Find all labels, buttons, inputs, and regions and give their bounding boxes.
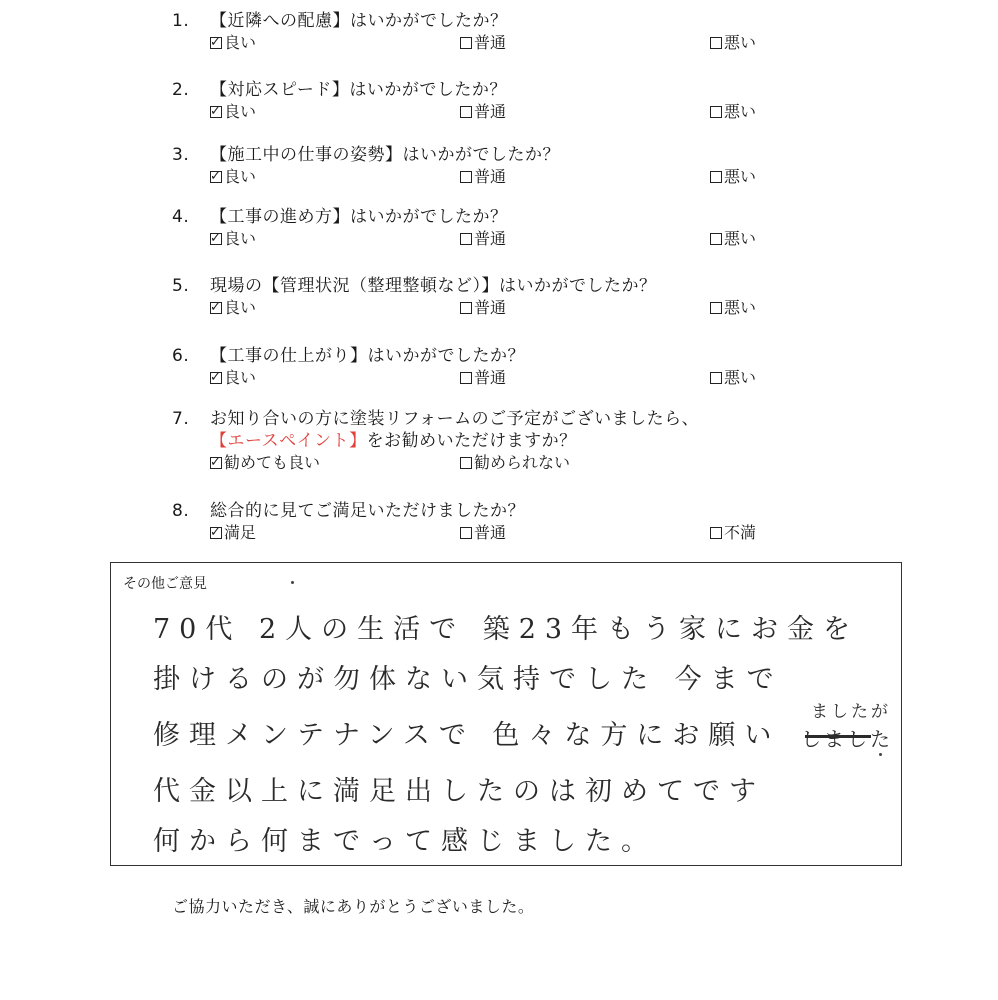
checkbox-icon[interactable] — [460, 106, 472, 118]
handwritten-line-3: 修理メンテナンスで 色々な方にお願い — [153, 720, 781, 751]
handwritten-insertion: ましたが — [811, 702, 891, 722]
question-title: 【対応スピード】はいかがでしたか？ — [210, 80, 507, 100]
option-normal[interactable]: 普通 — [460, 166, 506, 188]
question-8 — [172, 500, 932, 544]
question-7 — [172, 408, 932, 474]
checkbox-icon[interactable] — [460, 302, 472, 314]
option-recommend[interactable]: ✓ 勧めても良い — [210, 453, 321, 472]
question-number: 2. — [172, 80, 190, 100]
option-bad[interactable]: 悪い — [710, 228, 756, 250]
comment-box[interactable] — [110, 562, 902, 866]
option-normal[interactable]: 普通 — [460, 367, 506, 389]
question-5 — [172, 275, 932, 319]
checkbox-icon[interactable] — [460, 527, 472, 539]
question-title: 総合的に見てご満足いただけましたか？ — [210, 501, 525, 521]
ink-dot — [879, 753, 882, 756]
question-title: 【工事の進め方】はいかがでしたか？ — [210, 207, 508, 227]
option-good[interactable]: ✓ 良い — [210, 33, 257, 52]
closing-message: ご協力いただき、誠にありがとうございました。 — [172, 897, 535, 916]
question-2 — [172, 79, 932, 123]
question-number: 4. — [172, 207, 190, 227]
checkbox-checked-icon[interactable]: ✓ — [210, 300, 221, 315]
checkbox-checked-icon[interactable]: ✓ — [210, 231, 221, 246]
option-not-recommend[interactable]: 勧められない — [460, 452, 570, 474]
checkbox-icon[interactable] — [710, 37, 722, 49]
checkbox-icon[interactable] — [710, 372, 722, 384]
question-6 — [172, 345, 932, 389]
struck-text: しました — [801, 727, 893, 751]
checkbox-icon[interactable] — [460, 233, 472, 245]
question-number: 7. — [172, 409, 190, 429]
brand-name: 【エースペイント】 — [210, 431, 367, 451]
question-1 — [172, 10, 932, 54]
option-normal[interactable]: 普通 — [460, 32, 506, 54]
option-bad[interactable]: 悪い — [710, 32, 756, 54]
option-satisfied[interactable]: ✓ 満足 — [210, 523, 257, 542]
checkbox-icon[interactable] — [460, 457, 472, 469]
option-good[interactable]: ✓ 良い — [210, 167, 257, 186]
checkbox-icon[interactable] — [710, 527, 722, 539]
handwritten-line-2: 掛けるのが勿体ない気持でした 今まで — [153, 664, 783, 695]
question-number: 5. — [172, 276, 190, 296]
question-number: 1. — [172, 11, 190, 31]
question-title-line2: をお勧めいただけますか？ — [366, 431, 577, 451]
option-normal[interactable]: 普通 — [460, 228, 506, 250]
option-good[interactable]: ✓ 良い — [210, 368, 257, 387]
question-4 — [172, 206, 932, 250]
checkbox-checked-icon[interactable]: ✓ — [210, 370, 221, 385]
option-bad[interactable]: 悪い — [710, 367, 756, 389]
question-3 — [172, 144, 932, 188]
checkbox-checked-icon[interactable]: ✓ — [210, 35, 221, 50]
option-normal[interactable]: 普通 — [460, 101, 506, 123]
checkbox-icon[interactable] — [460, 37, 472, 49]
strikethrough-line — [805, 735, 871, 738]
question-number: 3. — [172, 145, 190, 165]
option-good[interactable]: ✓ 良い — [210, 298, 257, 317]
question-number: 6. — [172, 346, 190, 366]
question-title: 【近隣への配慮】はいかがでしたか？ — [210, 11, 508, 31]
option-bad[interactable]: 悪い — [710, 166, 756, 188]
handwritten-line-5: 何から何までって感じました。 — [153, 826, 657, 857]
option-bad[interactable]: 悪い — [710, 101, 756, 123]
question-title: 現場の【管理状況（整理整頓など）】はいかがでしたか？ — [210, 276, 657, 296]
option-good[interactable]: ✓ 良い — [210, 229, 257, 248]
handwritten-line-1: 70代 2人の生活で 築23年もう家にお金を — [153, 614, 860, 645]
question-number: 8. — [172, 501, 190, 521]
comment-label: その他ご意見 — [123, 576, 207, 592]
checkbox-checked-icon[interactable]: ✓ — [210, 104, 221, 119]
option-normal[interactable]: 普通 — [460, 522, 506, 544]
question-title: 【施工中の仕事の姿勢】はいかがでしたか？ — [210, 145, 560, 165]
ink-dot — [291, 581, 294, 584]
checkbox-icon[interactable] — [710, 302, 722, 314]
checkbox-icon[interactable] — [710, 106, 722, 118]
checkbox-icon[interactable] — [710, 233, 722, 245]
checkbox-icon[interactable] — [460, 372, 472, 384]
option-dissatisfied[interactable]: 不満 — [710, 522, 756, 544]
option-normal[interactable]: 普通 — [460, 297, 506, 319]
checkbox-icon[interactable] — [460, 171, 472, 183]
option-good[interactable]: ✓ 良い — [210, 102, 257, 121]
question-title-line1: お知り合いの方に塗装リフォームのご予定がございましたら、 — [210, 409, 700, 429]
handwritten-line-4: 代金以上に満足出したのは初めてです — [153, 776, 765, 807]
checkbox-checked-icon[interactable]: ✓ — [210, 525, 221, 540]
question-title: 【工事の仕上がり】はいかがでしたか？ — [210, 346, 525, 366]
checkbox-checked-icon[interactable]: ✓ — [210, 455, 221, 470]
checkbox-icon[interactable] — [710, 171, 722, 183]
option-bad[interactable]: 悪い — [710, 297, 756, 319]
checkbox-checked-icon[interactable]: ✓ — [210, 169, 221, 184]
